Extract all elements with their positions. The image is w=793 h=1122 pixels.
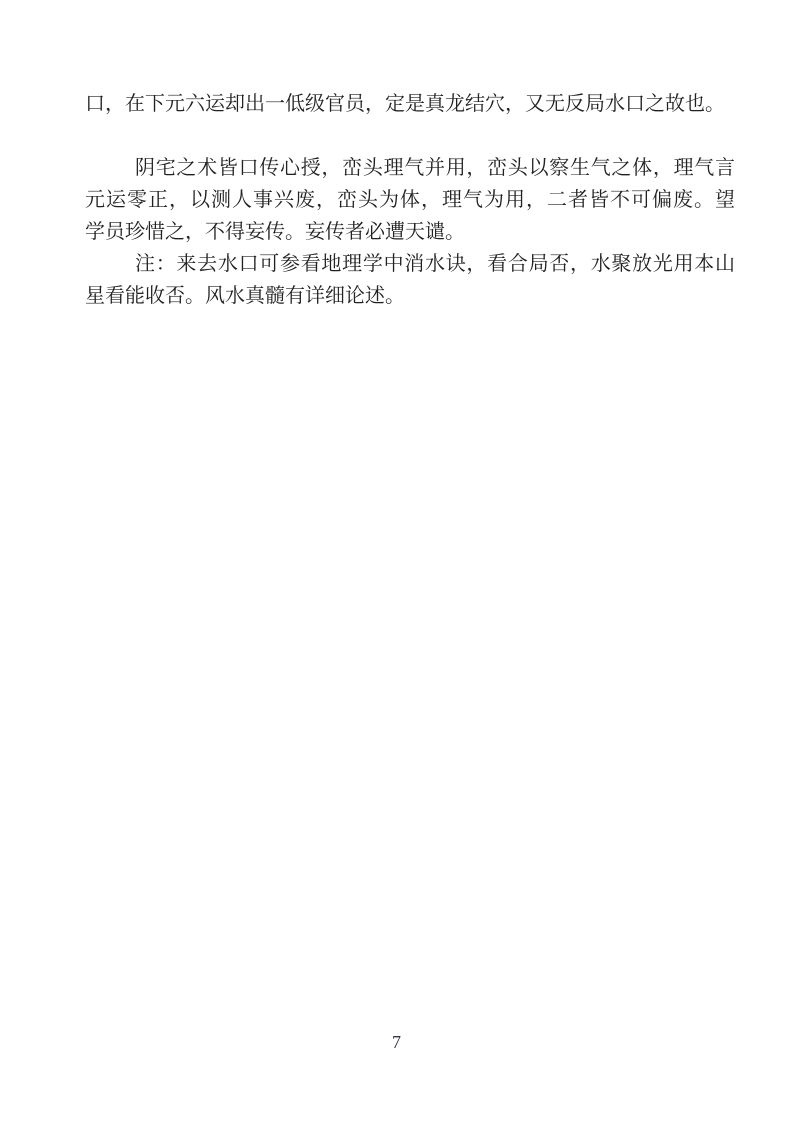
blank-line (85, 120, 735, 152)
body-text (85, 88, 735, 312)
text-line: 学员珍惜之，不得妄传。妄传者必遭天谴。 (85, 221, 465, 243)
text-line: 注：来去水口可参看地理学中消水诀，看合局否，水聚放光用本山 (135, 253, 735, 275)
text-line: 星看能收否。风水真髓有详细论述。 (85, 285, 405, 307)
page-footer (0, 1032, 793, 1053)
text-line: 元运零正，以测人事兴废，峦头为体，理气为用，二者皆不可偏废。望 (85, 189, 735, 211)
page-number: 7 (392, 1032, 401, 1052)
text-line: 阴宅之术皆口传心授，峦头理气并用，峦头以察生气之体，理气言 (135, 157, 735, 179)
text-line: 口，在下元六运却出一低级官员，定是真龙结穴，又无反局水口之故也。 (85, 93, 725, 115)
